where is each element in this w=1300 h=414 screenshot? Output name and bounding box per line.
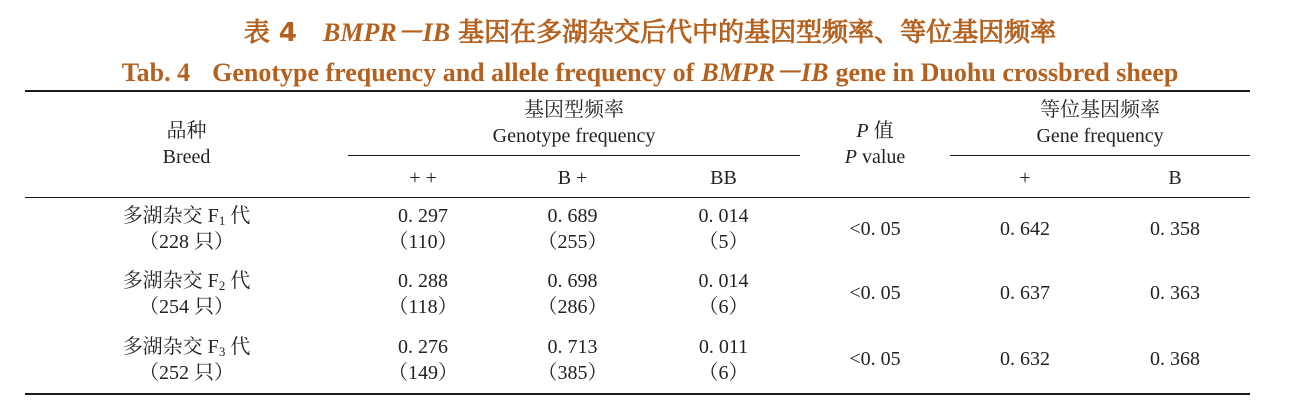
p-value-cell: <0. 05 — [800, 197, 950, 261]
genotype-col-b-plus: B + — [557, 166, 588, 189]
breed-sample-size: （252 只） — [139, 361, 234, 384]
breed-name: 多湖杂交 $F_1$ 代 — [122, 205, 251, 229]
genotype-col-bb: BB — [710, 166, 737, 189]
breed-header-cn: 品种 — [166, 120, 207, 143]
breed-cell — [25, 326, 348, 394]
p-value-header-en: P value — [844, 146, 906, 169]
genotype-cell — [647, 326, 800, 394]
breed-cell — [25, 197, 348, 261]
genotype-frequency-header — [348, 91, 800, 155]
gene-name-en: BMPR－IB — [701, 58, 829, 87]
caption-text-cn: 基因在多湖杂交后代中的基因型频率、等位基因频率 — [458, 18, 1057, 48]
caption-text-before-en: Genotype frequency and allele frequency of — [212, 58, 695, 87]
table-row — [25, 197, 1250, 261]
genotype-cell — [647, 261, 800, 326]
genotype-cell — [348, 197, 498, 261]
genotype-count-value: （6） — [698, 361, 749, 384]
allele-frequency-cell: 0. 358 — [1100, 197, 1250, 261]
breed-cell — [25, 261, 348, 326]
genotype-cell — [348, 326, 498, 394]
genotype-cell — [498, 326, 647, 394]
genotype-frequency-value: 0. 698 — [547, 269, 598, 292]
breed-name: 多湖杂交 $F_3$ 代 — [122, 335, 251, 359]
breed-name: 多湖杂交 $F_2$ 代 — [122, 269, 251, 293]
breed-header — [25, 91, 348, 197]
genotype-count-value: （6） — [698, 295, 749, 318]
table-row — [25, 261, 1250, 326]
allele-col-b: B — [1168, 166, 1182, 189]
table-number-en: Tab. 4 — [121, 58, 191, 87]
genotype-cell — [498, 197, 647, 261]
genotype-frequency-value: 0. 713 — [547, 335, 598, 358]
caption-text-after-en: gene in Duohu crossbred sheep — [835, 58, 1179, 87]
genotype-frequency-header-cn: 基因型频率 — [524, 99, 624, 122]
gene-frequency-header-cn: 等位基因频率 — [1040, 99, 1161, 122]
genotype-cell — [348, 261, 498, 326]
p-value-header-cn: P 值 — [856, 120, 894, 143]
genotype-cell — [647, 197, 800, 261]
p-value-cell: <0. 05 — [849, 348, 901, 370]
table-caption-chinese — [0, 16, 1300, 50]
allele-frequency-cell: 0. 363 — [1150, 282, 1201, 304]
genotype-count-value: （385） — [537, 361, 608, 384]
allele-frequency-cell: 0. 642 — [950, 197, 1100, 261]
genotype-cell — [498, 261, 647, 326]
p-value-header — [800, 91, 950, 197]
gene-name-cn: BMPR－IB — [322, 18, 451, 47]
breed-sample-size: （228 只） — [139, 231, 234, 254]
breed-sample-size: （254 只） — [139, 295, 234, 318]
genotype-frequency-table — [25, 90, 1250, 395]
allele-frequency-cell: 0. 368 — [1150, 348, 1201, 370]
allele-frequency-cell: 0. 632 — [1000, 348, 1051, 370]
genotype-count-value: （5） — [698, 231, 749, 254]
genotype-frequency-value: 0. 014 — [698, 205, 749, 228]
table-number-cn: 表 4 — [243, 18, 297, 48]
header-row-main — [25, 91, 1250, 155]
gene-frequency-header-en: Gene frequency — [1036, 125, 1164, 148]
genotype-count-value: （255） — [537, 231, 608, 254]
genotype-count-value: （110） — [388, 231, 458, 254]
gene-frequency-header — [950, 91, 1250, 155]
genotype-frequency-value: 0. 011 — [698, 335, 749, 358]
p-value-cell: <0. 05 — [849, 282, 901, 304]
genotype-frequency-value: 0. 297 — [398, 205, 448, 228]
genotype-col-plus-plus: + + — [409, 166, 437, 189]
genotype-frequency-value: 0. 288 — [398, 269, 448, 292]
genotype-frequency-value: 0. 276 — [398, 335, 448, 358]
allele-col-plus: + — [1019, 166, 1031, 189]
genotype-count-value: （118） — [388, 295, 458, 318]
table-row — [25, 326, 1250, 394]
breed-header-en: Breed — [162, 146, 211, 169]
genotype-count-value: （149） — [388, 361, 458, 384]
genotype-frequency-value: 0. 689 — [547, 205, 598, 228]
genotype-frequency-value: 0. 014 — [698, 269, 749, 292]
genotype-count-value: （286） — [537, 295, 608, 318]
genotype-frequency-header-en: Genotype frequency — [492, 125, 656, 148]
table-caption-english — [0, 56, 1300, 90]
allele-frequency-cell: 0. 637 — [1000, 282, 1051, 304]
